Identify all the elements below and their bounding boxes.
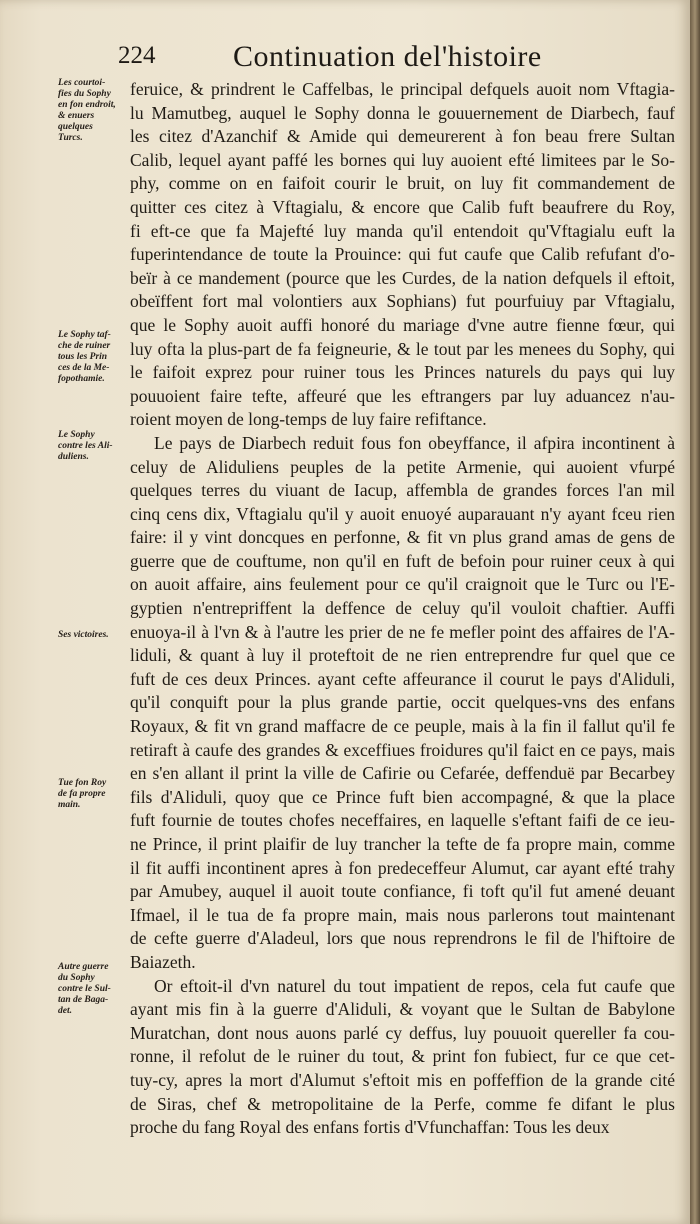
margin-note-line: che de ruiner (58, 341, 111, 351)
page-number: 224 (118, 42, 156, 69)
margin-note-line: en fon endroit, (58, 100, 116, 110)
margin-note-line: Le Sophy taf- (58, 330, 111, 340)
margin-note-line: Tue fon Roy (58, 778, 107, 788)
margin-note-line: Autre guerre (58, 962, 109, 972)
margin-note-line: fopothamie. (58, 374, 105, 384)
margin-note-line: du Sophy (58, 973, 95, 983)
margin-note (58, 78, 140, 144)
text-line: que le Sophy auoit auffi honoré du mariage d'vne autre fienne fœur, qui (130, 314, 675, 335)
text-line: luy ofta la plus-part de fa feigneurie, & le tout par les menees du Sophy, qui (130, 338, 675, 359)
text-line: ne Prince, il print plaifir de luy trancher la tefte de fa propre main, comme (130, 834, 675, 854)
text-line: tuy-cy, apres la mort d'Alumut s'eftoit mis en poffeffion de la grande cité (130, 1069, 675, 1090)
text-line: phy, comme on en faifoit courir le bruit, on luy fit commandement de (130, 173, 675, 194)
text-line: feruice, & prindrent le Caffelbas, le principal defquels auoit nom Vftagia- (130, 79, 675, 99)
text-line: les citez d'Azanchif & Amide qui demeurerent à fon beau frere Sultan (130, 126, 675, 147)
text-line: ronne, il refolut de le ruiner du tout, & print fon fubiect, fur ce que cet- (130, 1046, 675, 1067)
text-line: de Siras, chef & metropolitaine de la Perfe, comme fe difant le plus (130, 1093, 675, 1114)
margin-note-line: Les courtoi- (58, 78, 106, 88)
margin-note-line: ces de la Me- (58, 363, 110, 373)
text-line: faire: il y vint doncques en perfonne, & fit vn plus grand amas de gens de (130, 527, 675, 548)
text-line: beïr à ce mandement (pource que les Curdes, de la nation defquels il eftoit, (130, 267, 675, 288)
margin-note-line: main. (58, 800, 81, 810)
text-line: enuoya-il à l'vn & à l'autre les prier de ne fe mefler point des affaires de l'A- (130, 621, 675, 642)
margin-note (58, 778, 140, 811)
text-line: gyptien n'entrepriffent la deffence de celuy qu'il vouloit chaftier. Auffi (130, 598, 675, 619)
margin-note-line: tous les Prin (58, 352, 108, 362)
text-line: Baiazeth. (130, 951, 196, 972)
text-line: pouuoient faire tefte, affeuré que les eftrangers par luy aduancez n'au- (130, 385, 675, 406)
page-header (118, 42, 678, 82)
margin-note-line: & enuers (58, 111, 95, 121)
text-line: proche du fang Royal des enfans fortis d'Vfunchaffan: Tous les deux (130, 1117, 610, 1138)
text-line: quitter ces citez à Vftagialu, & encore que Calib fuft beaufrere du Roy, (130, 196, 675, 217)
margin-note (58, 430, 140, 463)
text-line: lu Mamutbeg, auquel le Sophy donna le gouuernement de Diarbech, fauf (130, 102, 675, 123)
body-text (130, 78, 675, 1140)
text-line: Ifmael, il le tua de fa propre main, mais nous parlerons tout maintenant (130, 904, 675, 925)
text-line: Le pays de Diarbech reduit fous fon obeyffance, il afpira incontinent à (154, 432, 675, 453)
margin-note-line: de fa propre (58, 789, 106, 799)
margin-note (58, 330, 140, 385)
text-line: le faifoit exprez pour ruiner tous les Princes naturels du pays qui luy (130, 362, 675, 383)
margin-note-line: fies du Sophy (58, 89, 111, 99)
margin-note (58, 630, 140, 641)
text-line: par Amubey, auquel il auoit toute confiance, fi toft qu'il fut amené deuant (130, 881, 675, 902)
text-line: on auoit affaire, ains feulement pour ce qu'il craignoit que le Turc ou l'E- (130, 574, 675, 595)
margin-note (58, 962, 140, 1017)
margin-note-line: contre les Ali- (58, 441, 113, 451)
margin-note-line: quelques (58, 122, 93, 132)
margin-note-line: tan de Baga- (58, 995, 109, 1005)
text-line: qu'il conquift pour la plus grande partie, occit quelques-vns des enfans (130, 692, 675, 713)
text-line: il fit auffi incontinent apres à fon predeceffeur Alumut, car ayant efté trahy (130, 857, 675, 878)
text-line: fuperintendance de toute la Prouince: qui fut caufe que Calib refufant d'o- (130, 244, 675, 265)
text-line: fuft de ces deux Princes. ayant cefte affeurance il courut le pays d'Aliduli, (130, 668, 675, 689)
text-line: de cefte guerre d'Aladeul, lors que nous reprendrons le fil de l'hiftoire de (130, 928, 675, 949)
margin-note-line: det. (58, 1006, 72, 1016)
text-line: fils d'Aliduli, quoy que ce Prince fuft bien accompagné, & que la place (130, 786, 675, 807)
margin-note-line: duliens. (58, 452, 89, 462)
text-line: obeïffent fort mal volontiers aux Sophians) fut pourfuiuy par Vftagialu, (130, 291, 675, 312)
text-line: ayant mis fin à la guerre d'Aliduli, & voyant que le Sultan de Babylone (130, 999, 675, 1020)
text-line: Royaux, & fit vn grand maffacre de ce peuple, mais à la fin il fallut qu'il fe (130, 716, 675, 737)
text-line: quelques terres du viuant de Iacup, affembla de grandes forces l'an mil (130, 480, 675, 501)
margin-note-line: Turcs. (58, 133, 83, 143)
text-line: en s'en allant il print la ville de Cafirie ou Cefarée, deffenduë par Becarbey (130, 763, 675, 784)
running-title: Continuation del'histoire (233, 40, 542, 73)
text-line: Muratchan, dont nous auons parlé cy deffus, luy pouuoit quereller fa cou- (130, 1022, 675, 1043)
text-line: guerre que de couftume, non qu'il en fuft de befoin pour ruiner ceux à qui (130, 550, 675, 571)
text-line: celuy de Aliduliens peuples de la petite Armenie, qui auoient vfurpé (130, 456, 675, 477)
margin-note-line: Le Sophy (58, 430, 95, 440)
margin-note-line: Ses victoires. (58, 630, 109, 640)
text-line: fi eft-ce que fa Majefté luy manda qu'il entendoit qu'Vftagialu euft la (130, 220, 675, 241)
text-line: liduli, & quant à luy il proteftoit de ne rien entreprendre fur quel que ce (130, 645, 675, 666)
text-line: cinq cens dix, Vftagialu qu'il y auoit enuoyé auparauant n'y ayant fceu rien (130, 503, 675, 524)
page-edge (690, 0, 700, 1224)
text-line: retiraft à caufe des grandes & exceffiues froidures qu'il faict en ce pays, mais (130, 739, 675, 760)
margin-note-line: contre le Sul- (58, 984, 111, 994)
text-line: Or eftoit-il d'vn naturel du tout impatient de repos, cela fut caufe que (154, 975, 675, 996)
text-line: fuft fournie de toutes chofes neceffaires, en laquelle s'eftant faifi de ce ieu- (130, 810, 675, 831)
text-line: roient moyen de long-temps de luy faire refiftance. (130, 409, 487, 430)
text-line: Calib, lequel ayant paffé les bornes qui luy auoient efté limitees par le So- (130, 149, 675, 170)
